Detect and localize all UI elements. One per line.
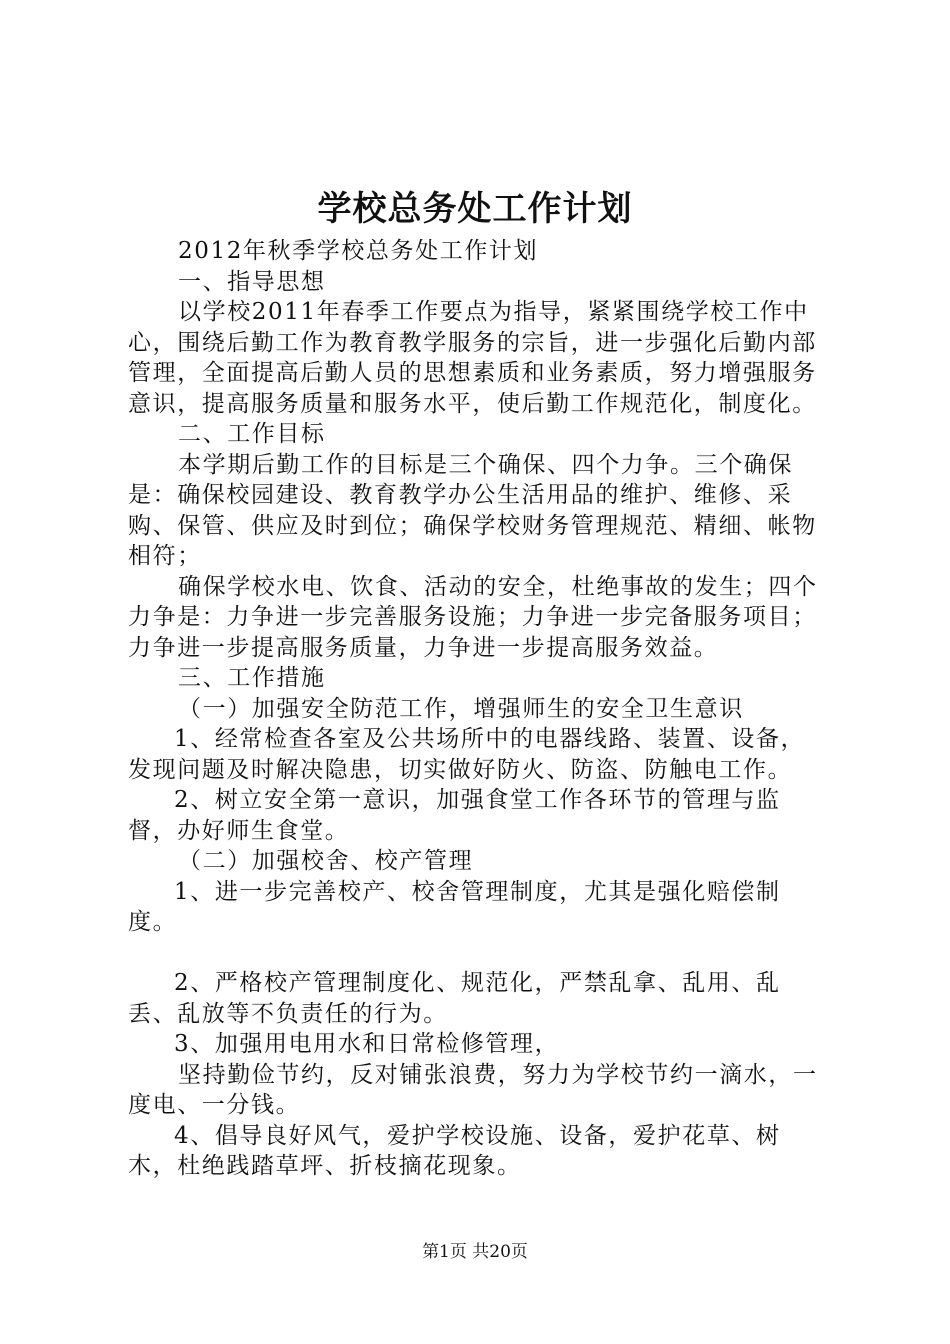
list-item-safety-2: 2、树立安全第一意识，加强食堂工作各环节的管理与监督，办好师生食堂。 xyxy=(128,787,781,844)
list-item-property-2: 2、严格校产管理制度化、规范化，严禁乱拿、乱用、乱丢、乱放等不负责任的行为。 xyxy=(128,970,781,1027)
subtitle-paragraph: 2012年秋季学校总务处工作计划 xyxy=(178,238,539,264)
document-body xyxy=(128,236,828,1182)
list-item-safety-1: 1、经常检查各室及公共场所中的电器线路、装置、设备，发现问题及时解决隐患，切实做好防火、防盗、防触电工作。 xyxy=(128,726,806,783)
subsection-heading-property: （二）加强校舍、校产管理 xyxy=(178,848,474,874)
paragraph-work-goals-2: 确保学校水电、饮食、活动的安全，杜绝事故的发生；四个力争是：力争进一步完善服务设施；力争进一步完备服务项目；力争进一步提高服务质量，力争进一步提高服务效益。 xyxy=(128,573,818,661)
paragraph-work-goals-1: 本学期后勤工作的目标是三个确保、四个力争。三个确保是：确保校园建设、教育教学办公生活用品的维护、维修、采购、保管、供应及时到位；确保学校财务管理规范、精细、帐物相符； xyxy=(128,451,817,569)
page-footer: 第1页 共20页 xyxy=(422,1242,528,1262)
subsection-heading-safety: （一）加强安全防范工作，增强师生的安全卫生意识 xyxy=(178,695,744,722)
list-item-property-3: 3、加强用电用水和日常检修管理， xyxy=(174,1031,560,1057)
blank-line xyxy=(128,938,828,969)
document-title: 学校总务处工作计划 xyxy=(317,189,633,229)
section-heading-work-measures: 三、工作措施 xyxy=(178,665,326,691)
section-heading-guiding-thought: 一、指导思想 xyxy=(178,268,326,295)
list-item-property-1: 1、进一步完善校产、校舍管理制度，尤其是强化赔偿制度。 xyxy=(128,878,781,935)
list-item-property-4: 4、倡导良好风气，爱护学校设施、设备，爱护花草、树木，杜绝践踏草坪、折枝摘花现象。 xyxy=(128,1122,781,1179)
paragraph-frugality: 坚持勤俭节约，反对铺张浪费，努力为学校节约一滴水，一度电、一分钱。 xyxy=(128,1061,818,1118)
section-heading-work-goals: 二、工作目标 xyxy=(178,421,326,447)
paragraph-guiding-thought: 以学校2011年春季工作要点为指导，紧紧围绕学校工作中心，围绕后勤工作为教育教学服务的宗旨，进一步强化后勤内部管理，全面提高后勤人员的思想素质和业务素质，努力增强服务意识，提高服务质量和服务水平，使后勤工作规范化，制度化。 xyxy=(128,299,817,417)
